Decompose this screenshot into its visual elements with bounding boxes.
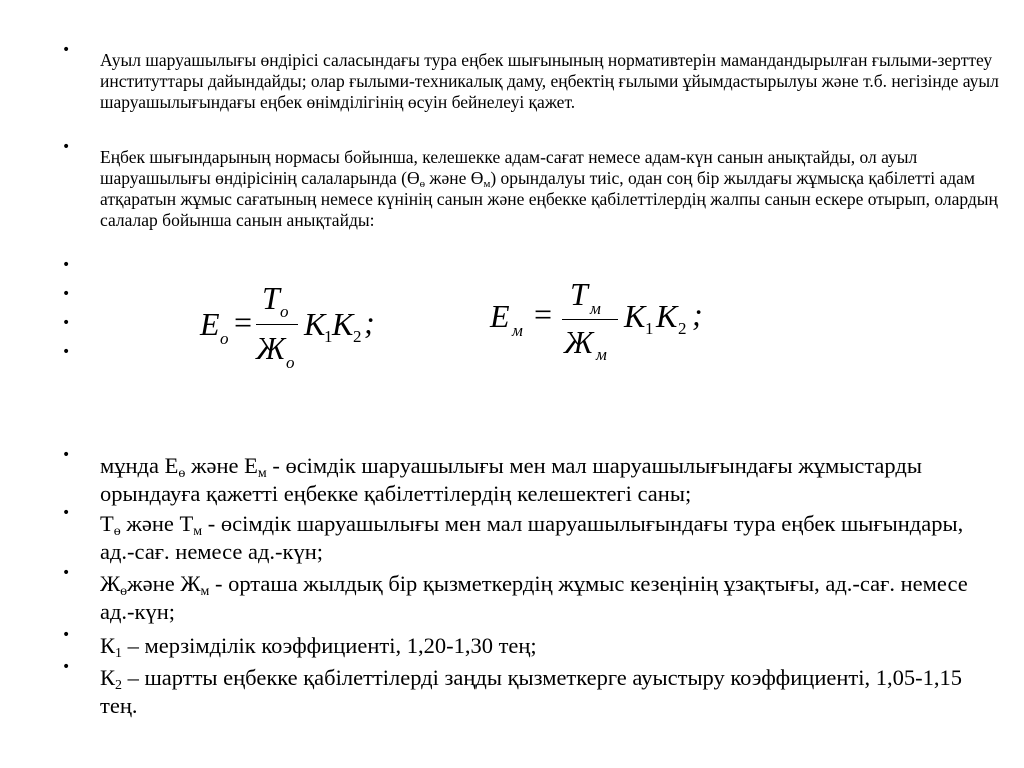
formula-crop-k1-sub: 1 <box>324 327 333 346</box>
formula-crop-k1: К <box>304 306 326 342</box>
bullet-6: • <box>62 344 71 360</box>
paragraph-norms-text: Ауыл шаруашылығы өндірісі саласындағы тура еңбек шығынының нормативтерін мамандандырылған ғылыми-зерттеу институттары дайындайды; олар ғылыми-техникалық даму, еңбектің ғылыми ұйымдастырылуы және т.б. негізінде ауыл шаруашылығындағы еңбек өнімділігінің өсуін бейнелеуі қажет. <box>100 50 999 112</box>
formula-crop-end: ; <box>364 304 375 340</box>
bullet-11: • <box>62 659 71 675</box>
bullet-10: • <box>62 627 71 643</box>
formula-livestock <box>490 276 720 372</box>
formula-livestock-den-sub: м <box>596 345 607 364</box>
bullet-1: • <box>62 42 71 58</box>
bullet-8: • <box>62 505 71 521</box>
definition-k2: $К_2$ – шартты еңбекке қабілеттілерді заңды қызметкерге ауыстыру коэффициенті, 1,05-1,15 тең. <box>100 665 962 718</box>
formula-livestock-num: Т <box>570 276 588 312</box>
formula-livestock-k2-sub: 2 <box>678 319 687 338</box>
bullet-3: • <box>62 257 71 273</box>
bullet-2: • <box>62 139 71 155</box>
definition-k1: $К_1$ – мерзімділік коэффициенті, 1,20-1,30 тең; <box>100 633 537 661</box>
formula-crop-lhs-sub: о <box>220 329 229 348</box>
bullet-5: • <box>62 315 71 331</box>
paragraph-labor-costs: Еңбек шығындарының нормасы бойынша, келешекке адам-сағат немесе адам-күн санын анықтайды, ол ауыл шаруашылығы өндірісінің салаларында ($Ө_ө$ және $Ө_м$) орындалуы тиіс, одан соң бір жылдағы жұмысқа қабілетті адам атқаратын жұмыс сағатының немесе күнінің санын және еңбекке қабілеттілердің жалпы санын ескере отырып, олардың салалар бойынша санын анықтайды: <box>100 147 998 230</box>
formula-livestock-den: Ж <box>564 324 594 360</box>
formula-crop-k2-sub: 2 <box>353 327 362 346</box>
formula-livestock-lhs-sub: м <box>512 321 523 340</box>
definition-labor-costs: $Т_ө$ және $Т_м$ - өсімдік шаруашылығы мен мал шаруашылығындағы тура еңбек шығындары, ад.-сағ. немесе ад.-күн; <box>100 511 964 564</box>
formula-livestock-end: ; <box>692 296 703 332</box>
formula-crop-lhs: Е <box>200 306 220 342</box>
formula-livestock-num-sub: м <box>590 299 601 318</box>
formula-crop <box>200 282 390 372</box>
formula-crop-den-sub: о <box>286 353 295 372</box>
formula-livestock-eq: = <box>534 296 553 332</box>
definition-work-period: $Ж_өжәне$ $Ж_м$ - орташа жылдық бір қызметкердің жұмыс кезеңінің ұзақтығы, ад.-сағ. немесе ад.-күн; <box>100 571 968 624</box>
formula-crop-num-sub: о <box>280 302 289 321</box>
paragraph-norms <box>100 50 1000 113</box>
bullet-9: • <box>62 565 71 581</box>
formula-livestock-k2: К <box>656 298 678 334</box>
formula-crop-den: Ж <box>256 330 286 366</box>
formula-livestock-k1-sub: 1 <box>645 319 654 338</box>
bullet-4: • <box>62 286 71 302</box>
definition-workers: мұнда $Е_ө$ және $Е_м$ - өсімдік шаруашылығы мен мал шаруашылығындағы жұмыстарды орындауға қажетті еңбекке қабілеттілердің келешектегі саны; <box>100 453 922 506</box>
formula-crop-num: Т <box>262 280 280 316</box>
formula-livestock-lhs: Е <box>490 298 510 334</box>
formula-livestock-fraction-bar <box>562 319 618 320</box>
formula-crop-eq: = <box>234 304 253 340</box>
bullet-7: • <box>62 447 71 463</box>
formula-livestock-k1: К <box>624 298 646 334</box>
formula-crop-fraction-bar <box>256 324 298 325</box>
formula-crop-k2: К <box>332 306 354 342</box>
